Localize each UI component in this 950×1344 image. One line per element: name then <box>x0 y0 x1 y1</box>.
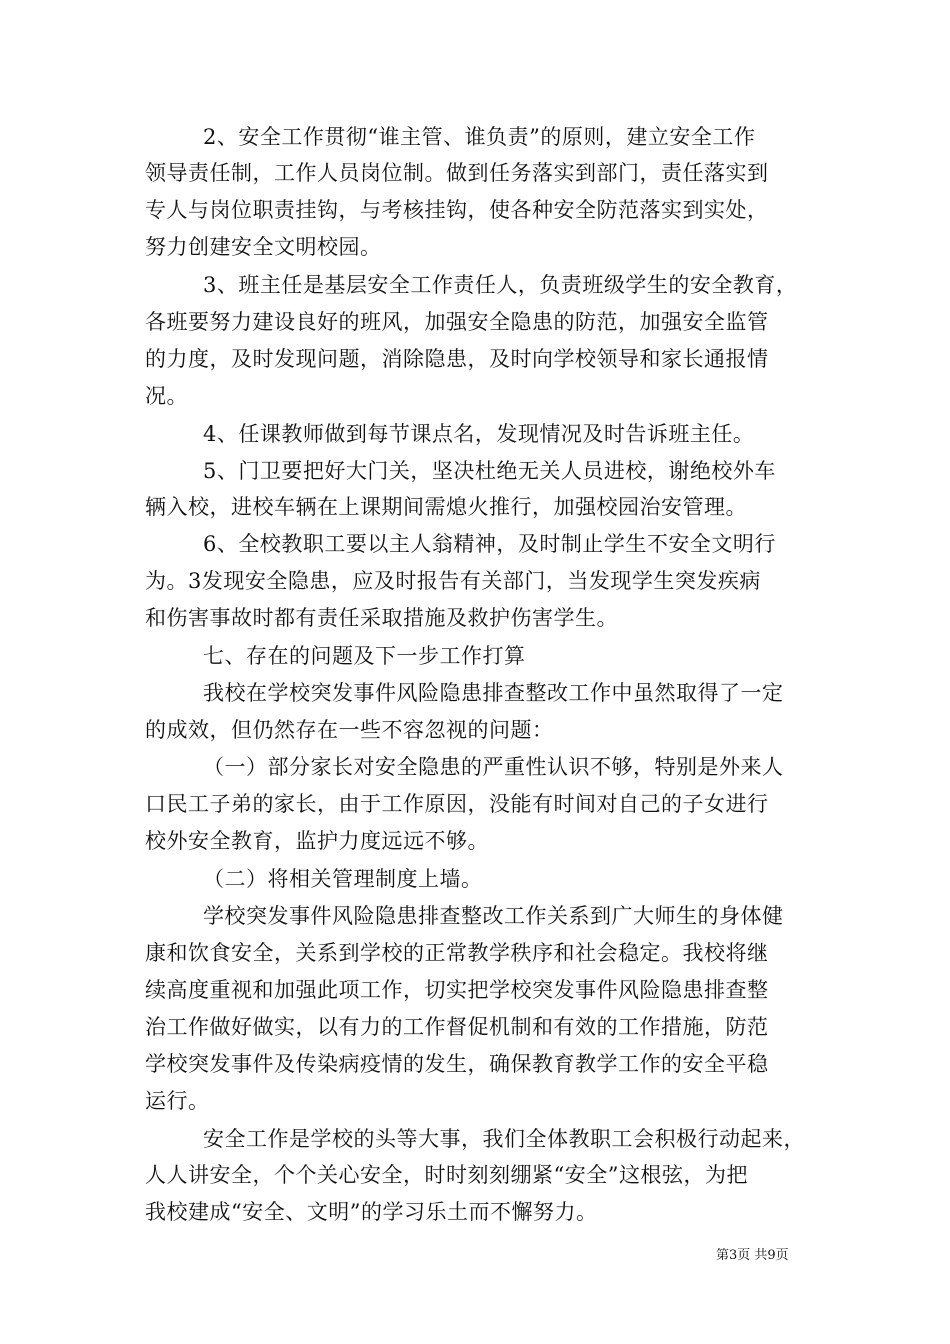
text-line: 我校在学校突发事件风险隐患排查整改工作中虽然取得了一定 <box>203 681 784 705</box>
text-line: 康和饮食安全，关系到学校的正常教学秩序和社会稳定。我校将继 <box>145 941 769 965</box>
text-line: 学校突发事件及传染病疫情的发生，确保教育教学工作的安全平稳 <box>145 1052 769 1076</box>
text-line: 为。3发现安全隐患，应及时报告有关部门，当发现学生突发疾病 <box>145 569 761 593</box>
text-line: 6、全校教职工要以主人翁精神，及时制止学生不安全文明行 <box>203 532 776 556</box>
section-heading: 七、存在的问题及下一步工作打算 <box>203 644 526 668</box>
text-line: 专人与岗位职责挂钩，与考核挂钩，使各种安全防范落实到实处， <box>145 198 769 222</box>
text-line: 4、任课教师做到每节课点名，发现情况及时告诉班主任。 <box>203 422 755 446</box>
text-line: 口民工子弟的家长，由于工作原因，没能有时间对自己的子女进行 <box>145 792 769 816</box>
text-line: 的成效，但仍然存在一些不容忽视的问题： <box>145 718 554 742</box>
text-line: 2、安全工作贯彻“谁主管、谁负责”的原则，建立安全工作 <box>203 125 756 149</box>
text-line: 3、班主任是基层安全工作责任人，负责班级学生的安全教育， <box>203 273 798 297</box>
text-line: 学校突发事件风险隐患排查整改工作关系到广大师生的身体健 <box>203 904 784 928</box>
text-line: 安全工作是学校的头等大事，我们全体教职工会积极行动起来， <box>203 1127 805 1151</box>
text-line: 努力创建安全文明校园。 <box>145 235 382 259</box>
text-line: 5、门卫要把好大门关，坚决杜绝无关人员进校，谢绝校外车 <box>203 459 776 483</box>
text-line: 的力度，及时发现问题，消除隐患，及时向学校领导和家长通报情 <box>145 347 769 371</box>
text-line: 各班要努力建设良好的班风，加强安全隐患的防范，加强安全监管 <box>145 310 769 334</box>
text-line: 校外安全教育，监护力度远远不够。 <box>145 829 489 853</box>
text-line: 续高度重视和加强此项工作，切实把学校突发事件风险隐患排查整 <box>145 978 769 1002</box>
text-line: 和伤害事故时都有责任采取措施及救护伤害学生。 <box>145 606 618 630</box>
text-line: （一）部分家长对安全隐患的严重性认识不够，特别是外来人 <box>203 755 784 779</box>
text-line: 辆入校，进校车辆在上课期间需熄火推行，加强校园治安管理。 <box>145 495 747 519</box>
page-number: 第3页 共9页 <box>716 1248 789 1263</box>
text-line: 况。 <box>145 384 188 408</box>
text-line: 运行。 <box>145 1089 210 1113</box>
text-line: 领导责任制，工作人员岗位制。做到任务落实到部门，责任落实到 <box>145 161 769 185</box>
text-line: 治工作做好做实，以有力的工作督促机制和有效的工作措施，防范 <box>145 1015 769 1039</box>
text-line: （二）将相关管理制度上墙。 <box>203 867 483 891</box>
text-line: 我校建成“安全、文明”的学习乐土而不懈努力。 <box>145 1200 598 1224</box>
text-line: 人人讲安全，个个关心安全，时时刻刻绷紧“安全”这根弦，为把 <box>145 1163 748 1187</box>
